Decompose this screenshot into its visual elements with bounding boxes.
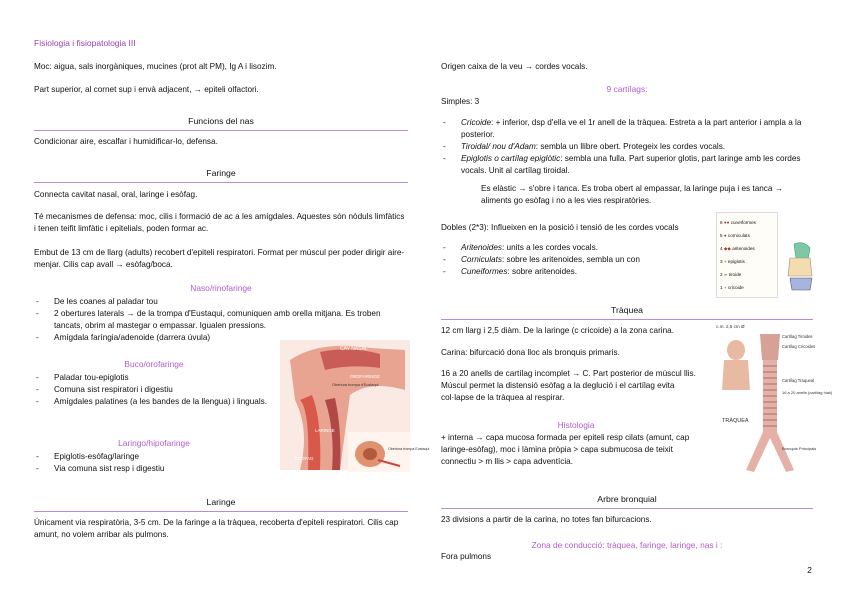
list-item: - Cricoide: + inferior, dsp d'ella ve el 1r anell de la tràquea. Estreta a la part anterior i ampla a la posterior. [441, 117, 813, 141]
legend-item: 2 ▰ tiroide [720, 272, 742, 277]
list-item: - Amígdales palatines (a les bandes de la llengua) i linguals. [34, 396, 278, 408]
list-item: - Corniculats: sobre les aritenoides, sembla un con [441, 254, 711, 266]
list-item: - Epiglotis o cartílag epiglòtic: sembla una fulla. Part superior glotis, part laringe amb les cordes vocals. Unit al cartílag tiroidal. [441, 153, 813, 177]
fig-label: 16 a 20 anells (cartílag hialí) [782, 390, 833, 395]
list-item: - Amígdala faríngia/adenoide (darrera úvula) [34, 332, 264, 344]
arbre-p2: Fora pulmons [441, 552, 492, 561]
simples-label: Simples: 3 [441, 97, 480, 106]
list-item: - 2 obertures laterals → de la trompa d'Eustaqui, comuniquen amb orella mitjana. Es troben tancats, obrim al mastegar o empassar. Igualen pressions. [34, 308, 408, 332]
section-nas-title: Funcions del nas [34, 115, 408, 131]
list-item: - Epiglotis-esòfag/laringe [34, 451, 278, 463]
section-faringe-title: Faringe [34, 167, 408, 183]
dobles-label: Dobles (2*3): Influeixen en la posició i tensió de les cordes vocals [441, 223, 679, 232]
fig-label: ESÒFAG [295, 456, 314, 461]
section-arbre-title: Arbre bronquial [441, 493, 813, 509]
fig-label: LARINGE [315, 428, 335, 433]
list-item: - Paladar tou-epiglotis [34, 372, 278, 384]
epiglotis-extra: Es elàstic → s'obre i tanca. Es troba obert al empassar, la laringe puja i es tanca → aliments go esòfag i no a les vies respiratòries. [481, 184, 783, 205]
intro-olfactori: Part superior, al cornet sup i envà adjacent, → epiteli olfactori. [34, 85, 259, 94]
course-header: Fisiologia i fisiopatologia III [34, 38, 136, 48]
legend-item: 4 ◆◆ aritenoides [720, 246, 755, 251]
traquea-p1: 12 cm llarg i 2,5 diàm. De la laringe (c cricoide) a la zona carina. [441, 326, 674, 335]
origen-text: Origen caixa de la veu → cordes vocals. [441, 62, 588, 71]
fig-label: Obertura trompa d'Eustaqui [332, 383, 379, 387]
term: Aritenoides [461, 243, 502, 252]
ear-tube-figure [348, 432, 430, 472]
faringe-p2: Té mecanismes de defensa: moc, cilis i formació de ac a les amígdales. Aquestes són nòduls limfàtics i tenen teifit limfàtic i epitelials, poden formar ac. [34, 212, 405, 233]
zona-conduccio: Zona de conducció: tràquea, faringe, laringe, nas i : [531, 540, 723, 550]
legend-item: 5 ● corniculats [720, 233, 750, 238]
histologia-text: + interna → capa mucosa formada per epiteli resp cilats (amunt, cap laringe-esòfag), moc i làmina pròpia > capa submucosa de teixit connectiu > m llis > capa adventícia. [441, 433, 690, 466]
fig-label: Cartílag Tiroides [782, 334, 813, 339]
list-item: - Via comuna sist resp i digestiu [34, 463, 278, 475]
naso-title: Naso/rinofaringe [190, 283, 252, 293]
term: Cuneiformes [461, 266, 508, 276]
dobles-list [441, 242, 711, 278]
traquea-p3: 16 a 20 anells de cartílag incomplet → C. Part posterior de múscul llis. Múscul permet la distensió esòfag a la deglució i el cartílag evita col·lapse de la tràquea al respirar. [441, 369, 696, 402]
fig-label: OROFARINGE [350, 374, 381, 379]
list-item: - Cuneiformes: sobre aritenoides. [441, 266, 711, 278]
list-item: - Aritenoides: units a les cordes vocals. [441, 242, 711, 254]
term: Epiglotis o cartílag epiglòtic [461, 153, 561, 163]
list-item: - Tiroidal/ nou d'Adam: sembla un llibre obert. Protegeix les cordes vocals. [441, 141, 813, 153]
laringo-title: Laringo/hipofaringe [118, 438, 190, 448]
legend-list [720, 216, 756, 294]
simples-list [441, 117, 813, 176]
fig-label: TRÀQUEA [722, 418, 749, 424]
arbre-p1: 23 divisions a partir de la carina, no totes fan bifurcacions. [441, 515, 652, 524]
term: Cricoide [461, 118, 492, 127]
fig-label: CAV NASAL [340, 346, 368, 352]
fig-label: c.m. 2,5 cm Ø [716, 324, 745, 329]
legend-item: 1 ◗ cricoide [720, 285, 744, 290]
term: Tiroidal/ nou d'Adam [461, 141, 536, 151]
cartilage-legend-figure [716, 212, 778, 298]
legend-item: 3 ● epiglotis [720, 259, 745, 264]
fig-label: Cartílag Traqueal [782, 378, 815, 383]
fig-label: Bronquis Principals [782, 446, 817, 451]
cartilags-title: 9 cartílags: [606, 84, 648, 94]
page-number: 2 [807, 565, 812, 575]
fig-label: Cartílag Cricoides [782, 344, 816, 349]
fig-label: Obertura trompa Eustaqui [388, 447, 430, 451]
buco-list [34, 372, 278, 408]
histologia-title: Histologia [557, 420, 595, 430]
laringe-text: Únicament via respiratòria, 3-5 cm. De la faringe a la tràquea, recoberta d'epiteli respiratori. Cilis cap amunt, no volem arribar als pulmons. [34, 518, 399, 539]
list-item: - De les coanes al paladar tou [34, 296, 408, 308]
section-traquea-title: Tràquea [441, 304, 813, 320]
laringo-list [34, 451, 278, 475]
buco-title: Buco/orofaringe [124, 359, 184, 369]
larynx-cartilage-figure [780, 240, 820, 296]
trachea-anatomy-figure [716, 320, 833, 480]
list-item: - Comuna sist respiratori i digestiu [34, 384, 278, 396]
intro-moc: Moc: aigua, sals inorgàniques, mucines (prot alt PM), Ig A i lisozim. [34, 62, 277, 71]
term: Corniculats [461, 254, 502, 264]
traquea-p2: Carina: bifurcació dona lloc als bronquis primaris. [441, 348, 620, 357]
naso-list [34, 296, 408, 344]
faringe-p1: Connecta cavitat nasal, oral, laringe i esòfag. [34, 190, 198, 199]
legend-item: 6 ●● cuneïformes [720, 220, 756, 225]
faringe-p3: Embut de 13 cm de llarg (adults) recobert d'epiteli respiratori. Format per múscul per poder dirigir aire-menjar. Cilis cap avall → esòfag/boca. [34, 248, 405, 269]
nas-text: Condicionar aire, escalfar i humidificar-lo, defensa. [34, 137, 218, 146]
section-laringe-title: Laringe [34, 496, 408, 512]
